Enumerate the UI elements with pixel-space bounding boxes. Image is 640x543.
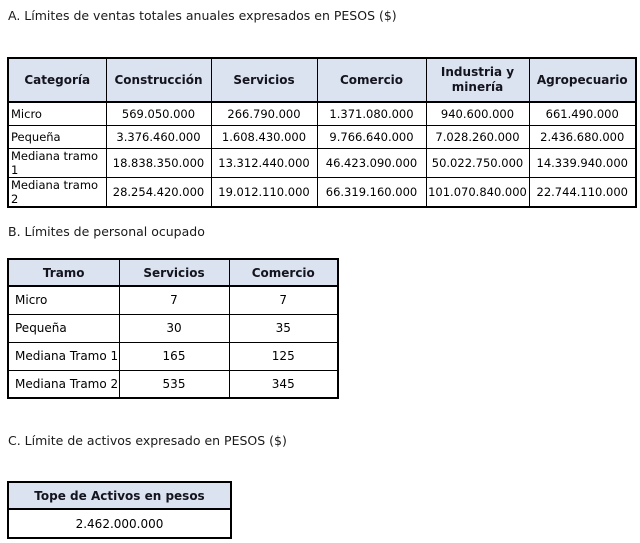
value-cell: 50.022.750.000 [426, 148, 529, 177]
value-cell: 266.790.000 [211, 102, 317, 125]
value-cell: 7 [229, 286, 338, 314]
value-cell: 2.462.000.000 [8, 509, 231, 538]
personnel-limits-table [7, 258, 339, 399]
row-label-cell: Mediana Tramo 2 [8, 370, 119, 398]
table-header-row [8, 482, 231, 509]
value-cell: 7.028.260.000 [426, 125, 529, 148]
value-cell: 165 [119, 342, 229, 370]
section-c-title: C. Límite de activos expresado en PESOS ($) [8, 433, 287, 448]
table-row [8, 177, 636, 207]
value-cell: 661.490.000 [529, 102, 636, 125]
value-cell: 569.050.000 [106, 102, 211, 125]
row-label-cell: Pequeña [8, 125, 106, 148]
header-cell-industria: Industria y minería [426, 58, 529, 102]
header-cell-comercio: Comercio [317, 58, 426, 102]
header-cell-servicios: Servicios [211, 58, 317, 102]
value-cell: 535 [119, 370, 229, 398]
value-cell: 125 [229, 342, 338, 370]
section-b-title: B. Límites de personal ocupado [8, 224, 205, 239]
header-cell-comercio: Comercio [229, 259, 338, 286]
value-cell: 19.012.110.000 [211, 177, 317, 207]
row-label-cell: Mediana tramo 1 [8, 148, 106, 177]
value-cell: 14.339.940.000 [529, 148, 636, 177]
row-label-cell: Mediana Tramo 1 [8, 342, 119, 370]
value-cell: 101.070.840.000 [426, 177, 529, 207]
table-header-row [8, 259, 338, 286]
table-row [8, 286, 338, 314]
header-cell-agropecuario: Agropecuario [529, 58, 636, 102]
table-header-row [8, 58, 636, 102]
value-cell: 940.600.000 [426, 102, 529, 125]
value-cell: 7 [119, 286, 229, 314]
header-cell-tramo: Tramo [8, 259, 119, 286]
assets-limit-table [7, 481, 232, 539]
value-cell: 30 [119, 314, 229, 342]
row-label-cell: Mediana tramo 2 [8, 177, 106, 207]
value-cell: 3.376.460.000 [106, 125, 211, 148]
value-cell: 1.371.080.000 [317, 102, 426, 125]
value-cell: 28.254.420.000 [106, 177, 211, 207]
value-cell: 345 [229, 370, 338, 398]
value-cell: 9.766.640.000 [317, 125, 426, 148]
value-cell: 1.608.430.000 [211, 125, 317, 148]
header-cell-categoria: Categoría [8, 58, 106, 102]
value-cell: 13.312.440.000 [211, 148, 317, 177]
table-row [8, 102, 636, 125]
value-cell: 35 [229, 314, 338, 342]
value-cell: 2.436.680.000 [529, 125, 636, 148]
table-row [8, 125, 636, 148]
value-cell: 66.319.160.000 [317, 177, 426, 207]
table-row [8, 148, 636, 177]
table-row [8, 509, 231, 538]
table-row [8, 314, 338, 342]
row-label-cell: Micro [8, 102, 106, 125]
row-label-cell: Micro [8, 286, 119, 314]
header-cell-tope-activos: Tope de Activos en pesos [8, 482, 231, 509]
row-label-cell: Pequeña [8, 314, 119, 342]
sales-limits-table [7, 57, 637, 208]
header-cell-servicios: Servicios [119, 259, 229, 286]
table-row [8, 370, 338, 398]
value-cell: 18.838.350.000 [106, 148, 211, 177]
value-cell: 22.744.110.000 [529, 177, 636, 207]
section-a-title: A. Límites de ventas totales anuales expresados en PESOS ($) [8, 8, 397, 23]
value-cell: 46.423.090.000 [317, 148, 426, 177]
table-row [8, 342, 338, 370]
header-cell-construccion: Construcción [106, 58, 211, 102]
